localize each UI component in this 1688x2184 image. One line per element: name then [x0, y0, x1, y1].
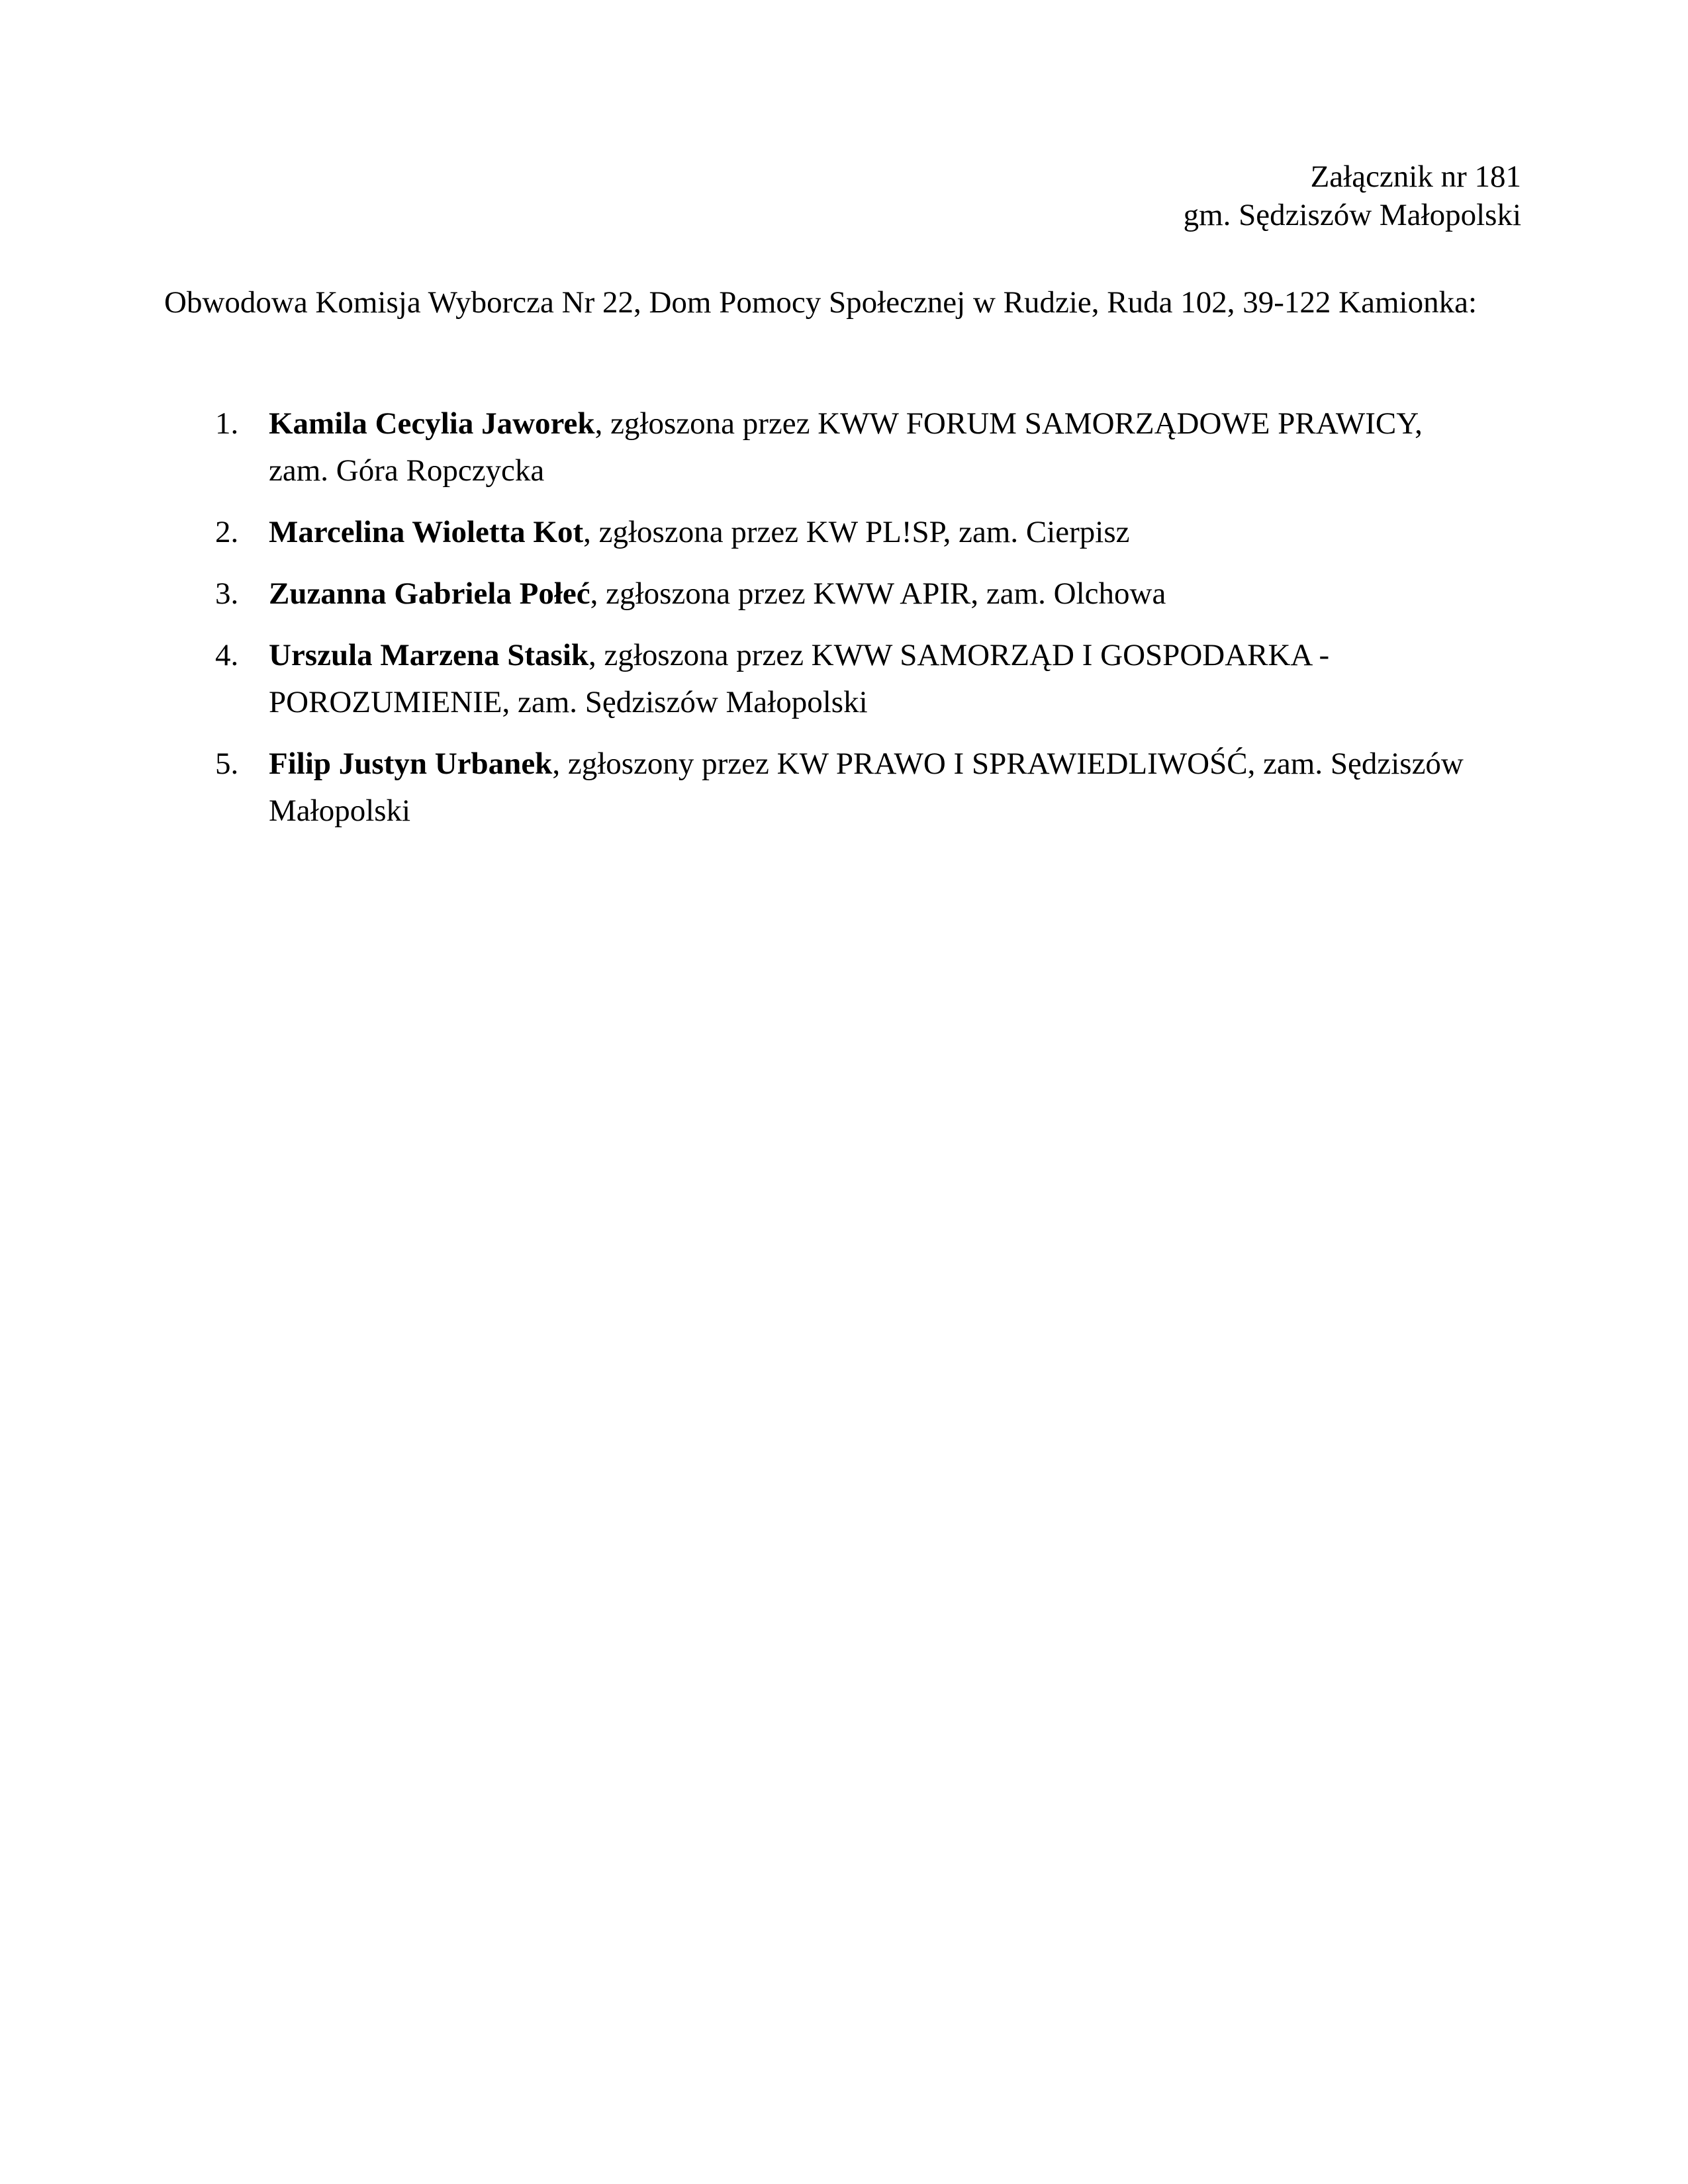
- member-details: , zgłoszony przez KW PRAWO I SPRAWIEDLIWOŚĆ, zam. Sędziszów: [552, 747, 1464, 781]
- members-list: [165, 400, 1529, 849]
- member-name: Marcelina Wioletta Kot: [269, 515, 584, 549]
- list-item: [165, 400, 1529, 494]
- municipality-name: gm. Sędziszów Małopolski: [1183, 198, 1521, 232]
- item-text: [269, 741, 1579, 835]
- member-details: , zgłoszona przez KWW APIR, zam. Olchowa: [590, 576, 1166, 611]
- member-details: , zgłoszona przez KWW FORUM SAMORZĄDOWE PRAWICY,: [594, 406, 1423, 441]
- list-item: [165, 632, 1529, 726]
- member-details-continued: Małopolski: [269, 794, 411, 828]
- document-header: [1184, 158, 1521, 234]
- list-item: [165, 509, 1529, 556]
- item-number: 3.: [215, 576, 239, 611]
- member-details: , zgłoszona przez KW PL!SP, zam. Cierpisz: [583, 515, 1130, 549]
- item-text: [269, 632, 1579, 726]
- commission-description: Obwodowa Komisja Wyborcza Nr 22, Dom Pomocy Społecznej w Rudzie, Ruda 102, 39-122 Kamionka:: [164, 285, 1477, 320]
- member-details-continued: POROZUMIENIE, zam. Sędziszów Małopolski: [269, 685, 868, 719]
- member-name: Urszula Marzena Stasik: [269, 638, 589, 672]
- list-item: [165, 570, 1529, 617]
- list-item: [165, 741, 1529, 835]
- attachment-number: Załącznik nr 181: [1310, 159, 1521, 194]
- member-name: Kamila Cecylia Jaworek: [269, 406, 595, 441]
- item-text: [269, 400, 1579, 494]
- item-text: [269, 570, 1579, 617]
- item-number: 4.: [215, 638, 239, 672]
- member-name: Zuzanna Gabriela Połeć: [269, 576, 590, 611]
- member-details: , zgłoszona przez KWW SAMORZĄD I GOSPODARKA -: [588, 638, 1330, 672]
- member-details-continued: zam. Góra Ropczycka: [269, 453, 545, 488]
- item-number: 1.: [215, 406, 239, 441]
- member-name: Filip Justyn Urbanek: [269, 747, 553, 781]
- item-text: [269, 509, 1579, 556]
- item-number: 2.: [215, 515, 239, 549]
- item-number: 5.: [215, 747, 239, 781]
